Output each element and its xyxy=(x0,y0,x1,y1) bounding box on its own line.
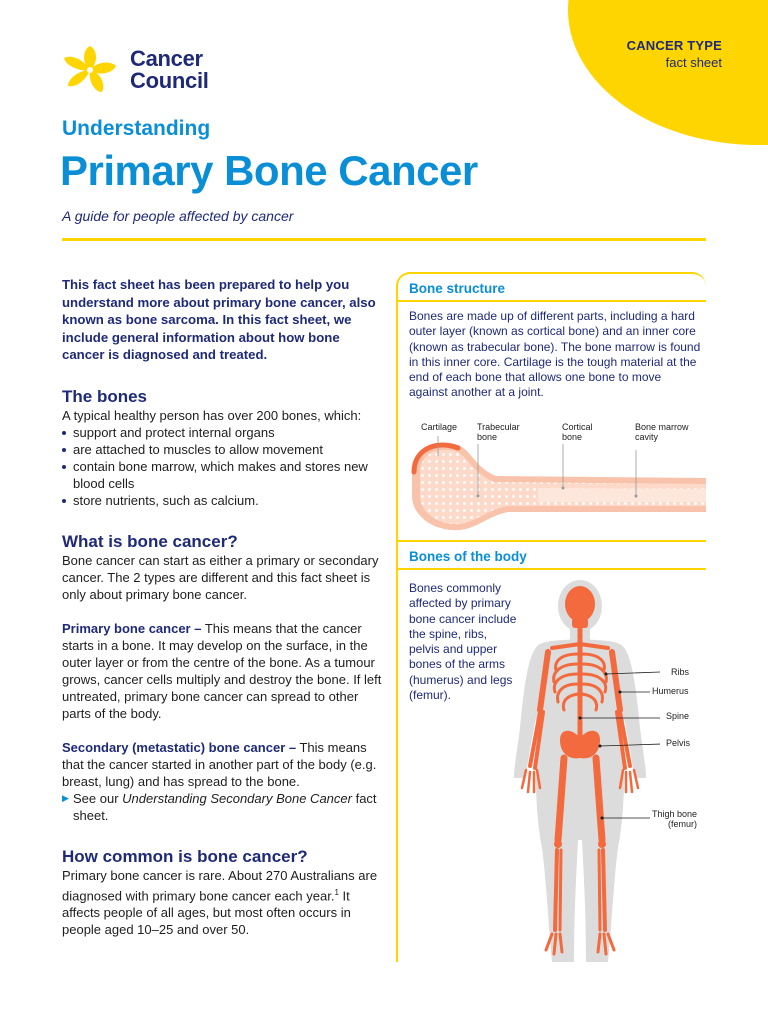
cancer-type-label: CANCER TYPE xyxy=(626,38,722,53)
panel-divider xyxy=(398,300,706,302)
label-trabecular xyxy=(477,422,520,442)
see-also-reference[interactable] xyxy=(62,790,382,824)
fact-sheet-label: fact sheet xyxy=(665,55,722,70)
see-title: Understanding Secondary Bone Cancer xyxy=(122,790,352,806)
label-trabecular-line2: bone xyxy=(477,432,498,442)
bones-of-body-title: Bones of the body xyxy=(409,549,527,564)
label-cortical-line1: Cortical xyxy=(562,422,593,432)
bones-of-body-text: Bones commonly affected by primary bone cancer include the spine, ribs, pelvis and upper bones of the arms (humerus) and legs (femur). xyxy=(409,581,517,703)
bullet-item: are attached to muscles to allow movement xyxy=(62,441,382,458)
heading-how-common: How common is bone cancer? xyxy=(62,846,308,866)
panel-divider xyxy=(398,540,706,542)
panel-divider xyxy=(398,568,706,570)
label-marrow xyxy=(635,422,689,442)
skeleton-illustration xyxy=(500,578,660,962)
footnote-marker: 1 xyxy=(334,887,339,897)
label-pelvis: Pelvis xyxy=(666,738,691,748)
primary-text: This means that the cancer starts in a bone. It may develop on the surface, in the outer layer or from the centre of the bone. As a tumour grows, cancer cells multiply and destroy the bone. If left untreated, primary bone cancer can spread to other parts of the body. xyxy=(62,620,382,721)
primary-term: Primary bone cancer – xyxy=(62,620,202,636)
label-thigh-line2: (femur) xyxy=(668,819,698,829)
see-prefix: See our xyxy=(73,790,123,806)
bullet-item: store nutrients, such as calcium. xyxy=(62,492,382,509)
label-trabecular-line1: Trabecular xyxy=(477,422,520,432)
label-marrow-line1: Bone marrow xyxy=(635,422,689,432)
bone-structure-title: Bone structure xyxy=(409,281,506,296)
intro-paragraph: This fact sheet has been prepared to help you understand more about primary bone cancer, also known as bone sarcoma. In this fact sheet, we include general information about how bone cancer is diagnosed and treated. xyxy=(62,277,376,362)
secondary-bone-cancer-paragraph xyxy=(62,739,382,790)
page-title: Primary Bone Cancer xyxy=(60,147,478,194)
brand-line-2: Council xyxy=(130,68,209,93)
label-thigh-line1: Thigh bone xyxy=(652,809,698,819)
what-paragraph-1: Bone cancer can start as either a primary or secondary cancer. The 2 types are different and this fact sheet is only about primary bone cancer. xyxy=(62,552,379,602)
bones-bullet-list xyxy=(62,424,382,509)
common-text-1: Primary bone cancer is rare. About 270 Australians are diagnosed with primary bone cancer each year. xyxy=(62,867,378,903)
common-text-2: It affects people of all ages, but most often occurs in people aged 10–25 and over 50. xyxy=(62,887,351,937)
cancer-type-tag xyxy=(627,38,722,70)
secondary-term: Secondary (metastatic) bone cancer – xyxy=(62,739,297,755)
label-thigh-bone xyxy=(652,809,697,829)
left-column xyxy=(62,276,382,938)
daffodil-icon xyxy=(60,44,124,96)
label-spine: Spine xyxy=(666,711,690,721)
primary-bone-cancer-paragraph xyxy=(62,620,382,722)
label-ribs: Ribs xyxy=(671,667,690,677)
bullet-item: contain bone marrow, which makes and stores new blood cells xyxy=(62,458,382,492)
heading-the-bones: The bones xyxy=(62,386,148,406)
bones-lead: A typical healthy person has over 200 bones, which: xyxy=(62,407,362,423)
label-cortical xyxy=(562,422,593,442)
brand-line-1: Cancer xyxy=(130,46,203,71)
triangle-bullet-icon: ▶ xyxy=(62,792,69,803)
cancer-council-logo[interactable] xyxy=(60,44,209,96)
title-divider xyxy=(62,238,706,241)
heading-what-is-bone-cancer: What is bone cancer? xyxy=(62,531,238,551)
title-kicker: Understanding xyxy=(62,117,211,140)
label-cartilage: Cartilage xyxy=(421,422,458,432)
corner-decoration xyxy=(568,0,768,150)
bone-structure-text: Bones are made up of different parts, including a hard outer layer (known as cortical bone) and an inner core (known as trabecular bone). The bone marrow is found in this inner core. Cartilage is the tough material at the end of each bone that allows one bone to move against another at a joint. xyxy=(409,309,701,400)
see-suffix: fact sheet. xyxy=(73,790,377,823)
common-paragraph xyxy=(62,867,382,938)
label-marrow-line2: cavity xyxy=(635,432,659,442)
label-humerus: Humerus xyxy=(652,686,689,696)
label-cortical-line2: bone xyxy=(562,432,583,442)
secondary-text: This means that the cancer started in another part of the body (e.g. breast, lung) and has spread to the bone. xyxy=(62,739,377,789)
bullet-item: support and protect internal organs xyxy=(62,424,382,441)
page-subtitle: A guide for people affected by cancer xyxy=(62,208,294,224)
